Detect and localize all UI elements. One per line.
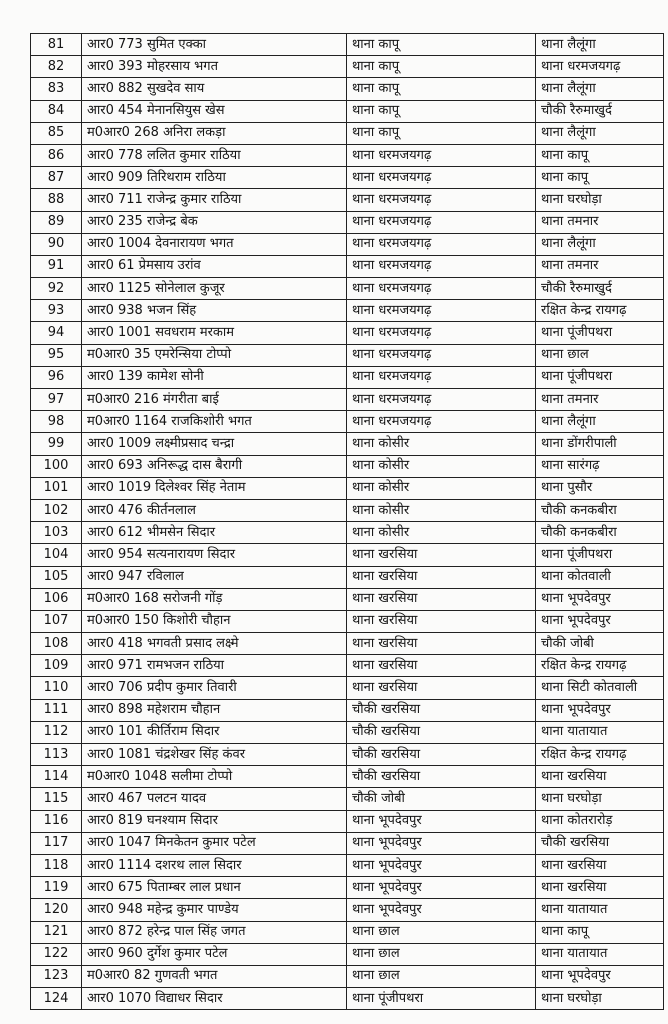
table-row [31,854,664,876]
serial-number-cell: 89 [31,211,82,233]
table-row [31,122,664,144]
table-row [31,544,664,566]
serial-number-cell: 124 [31,988,82,1010]
from-station-cell: चौकी खरसिया [347,721,536,743]
table-row [31,921,664,943]
serial-number-cell: 95 [31,344,82,366]
from-station-cell: चौकी खरसिया [347,699,536,721]
transfer-table [30,33,664,1010]
from-station-cell: चौकी खरसिया [347,744,536,766]
name-cell: आर0 706 प्रदीप कुमार तिवारी [82,677,347,699]
name-cell: आर0 1081 चंद्रशेखर सिंह कंवर [82,744,347,766]
serial-number-cell: 81 [31,34,82,56]
table-row [31,566,664,588]
from-station-cell: थाना कापू [347,34,536,56]
serial-number-cell: 113 [31,744,82,766]
table-row [31,832,664,854]
table-row [31,389,664,411]
serial-number-cell: 91 [31,255,82,277]
table-row [31,588,664,610]
name-cell: आर0 954 सत्यनारायण सिदार [82,544,347,566]
name-cell: आर0 971 रामभजन राठिया [82,655,347,677]
serial-number-cell: 96 [31,366,82,388]
table-row [31,322,664,344]
from-station-cell: थाना भूपदेवपुर [347,899,536,921]
serial-number-cell: 93 [31,300,82,322]
name-cell: आर0 139 कामेश सोनी [82,366,347,388]
name-cell: आर0 1001 सवधराम मरकाम [82,322,347,344]
serial-number-cell: 114 [31,766,82,788]
serial-number-cell: 104 [31,544,82,566]
serial-number-cell: 92 [31,278,82,300]
to-station-cell: थाना घरघोड़ा [536,988,664,1010]
serial-number-cell: 101 [31,477,82,499]
to-station-cell: रक्षित केन्द्र रायगढ़ [536,744,664,766]
from-station-cell: थाना धरमजयगढ़ [347,167,536,189]
table-row [31,255,664,277]
serial-number-cell: 103 [31,522,82,544]
from-station-cell: थाना खरसिया [347,544,536,566]
serial-number-cell: 115 [31,788,82,810]
serial-number-cell: 123 [31,965,82,987]
serial-number-cell: 122 [31,943,82,965]
name-cell: आर0 1019 दिलेश्वर सिंह नेताम [82,477,347,499]
serial-number-cell: 111 [31,699,82,721]
name-cell: आर0 909 तिरिथराम राठिया [82,167,347,189]
table-row [31,899,664,921]
serial-number-cell: 85 [31,122,82,144]
to-station-cell: थाना पूंजीपथरा [536,366,664,388]
to-station-cell: थाना घरघोड़ा [536,189,664,211]
to-station-cell: थाना कापू [536,144,664,166]
to-station-cell: थाना कापू [536,167,664,189]
from-station-cell: थाना कापू [347,56,536,78]
to-station-cell: थाना पुसौर [536,477,664,499]
table-row [31,477,664,499]
from-station-cell: थाना कापू [347,100,536,122]
to-station-cell: चौकी रैरुमाखुर्द [536,278,664,300]
from-station-cell: थाना खरसिया [347,655,536,677]
to-station-cell: थाना कापू [536,921,664,943]
name-cell: आर0 1125 सोनेलाल कुजूर [82,278,347,300]
name-cell: आर0 476 कीर्तनलाल [82,499,347,521]
serial-number-cell: 107 [31,610,82,632]
from-station-cell: थाना पूंजीपथरा [347,988,536,1010]
from-station-cell: थाना धरमजयगढ़ [347,255,536,277]
from-station-cell: थाना धरमजयगढ़ [347,389,536,411]
to-station-cell: थाना सिटी कोतवाली [536,677,664,699]
table-row [31,167,664,189]
from-station-cell: थाना छाल [347,943,536,965]
name-cell: म0आर0 82 गुणवती भगत [82,965,347,987]
from-station-cell: थाना कोसीर [347,433,536,455]
serial-number-cell: 105 [31,566,82,588]
table-row [31,522,664,544]
name-cell: म0आर0 1048 सलीमा टोप्पो [82,766,347,788]
from-station-cell: थाना भूपदेवपुर [347,877,536,899]
name-cell: आर0 101 कीर्तिराम सिदार [82,721,347,743]
from-station-cell: थाना छाल [347,921,536,943]
table-row [31,300,664,322]
serial-number-cell: 97 [31,389,82,411]
table-row [31,189,664,211]
to-station-cell: चौकी कनकबीरा [536,522,664,544]
serial-number-cell: 88 [31,189,82,211]
from-station-cell: थाना कोसीर [347,455,536,477]
from-station-cell: थाना धरमजयगढ़ [347,411,536,433]
serial-number-cell: 121 [31,921,82,943]
to-station-cell: थाना घरघोड़ा [536,788,664,810]
to-station-cell: थाना तमनार [536,389,664,411]
name-cell: आर0 418 भगवती प्रसाद लक्ष्मे [82,633,347,655]
name-cell: आर0 1070 विद्याधर सिदार [82,988,347,1010]
name-cell: आर0 947 रविलाल [82,566,347,588]
table-row [31,943,664,965]
to-station-cell: चौकी रैरुमाखुर्द [536,100,664,122]
table-row [31,411,664,433]
serial-number-cell: 109 [31,655,82,677]
name-cell: आर0 778 ललित कुमार राठिया [82,144,347,166]
serial-number-cell: 112 [31,721,82,743]
name-cell: म0आर0 216 मंगरीता बाई [82,389,347,411]
serial-number-cell: 83 [31,78,82,100]
name-cell: म0आर0 1164 राजकिशोरी भगत [82,411,347,433]
serial-number-cell: 100 [31,455,82,477]
table-row [31,699,664,721]
table-row [31,278,664,300]
to-station-cell: थाना यातायात [536,943,664,965]
to-station-cell: चौकी खरसिया [536,832,664,854]
to-station-cell: थाना भूपदेवपुर [536,610,664,632]
from-station-cell: थाना कोसीर [347,522,536,544]
to-station-cell: थाना यातायात [536,721,664,743]
to-station-cell: थाना कोतवाली [536,566,664,588]
to-station-cell: थाना धरमजयगढ़ [536,56,664,78]
name-cell: आर0 819 घनश्याम सिदार [82,810,347,832]
table-row [31,211,664,233]
table-row [31,988,664,1010]
name-cell: आर0 235 राजेन्द्र बेक [82,211,347,233]
to-station-cell: चौकी जोबी [536,633,664,655]
table-row [31,744,664,766]
from-station-cell: थाना धरमजयगढ़ [347,278,536,300]
from-station-cell: थाना खरसिया [347,588,536,610]
to-station-cell: थाना यातायात [536,899,664,921]
from-station-cell: थाना कापू [347,78,536,100]
from-station-cell: थाना भूपदेवपुर [347,832,536,854]
table-row [31,677,664,699]
from-station-cell: थाना छाल [347,965,536,987]
from-station-cell: थाना भूपदेवपुर [347,854,536,876]
name-cell: आर0 872 हरेन्द्र पाल सिंह जगत [82,921,347,943]
serial-number-cell: 87 [31,167,82,189]
table-row [31,965,664,987]
from-station-cell: थाना भूपदेवपुर [347,810,536,832]
serial-number-cell: 90 [31,233,82,255]
serial-number-cell: 118 [31,854,82,876]
name-cell: म0आर0 35 एमरेन्सिया टोप्पो [82,344,347,366]
from-station-cell: थाना धरमजयगढ़ [347,300,536,322]
from-station-cell: थाना कोसीर [347,477,536,499]
name-cell: आर0 773 सुमित एक्का [82,34,347,56]
table-row [31,144,664,166]
from-station-cell: चौकी खरसिया [347,766,536,788]
to-station-cell: थाना लैलूंगा [536,78,664,100]
from-station-cell: थाना धरमजयगढ़ [347,322,536,344]
from-station-cell: थाना खरसिया [347,610,536,632]
from-station-cell: थाना खरसिया [347,566,536,588]
from-station-cell: चौकी जोबी [347,788,536,810]
serial-number-cell: 116 [31,810,82,832]
table-row [31,610,664,632]
to-station-cell: थाना भूपदेवपुर [536,588,664,610]
to-station-cell: थाना सारंगढ़ [536,455,664,477]
from-station-cell: थाना धरमजयगढ़ [347,233,536,255]
table-row [31,766,664,788]
to-station-cell: थाना भूपदेवपुर [536,965,664,987]
name-cell: आर0 1114 दशरथ लाल सिदार [82,854,347,876]
to-station-cell: थाना खरसिया [536,877,664,899]
to-station-cell: थाना भूपदेवपुर [536,699,664,721]
from-station-cell: थाना धरमजयगढ़ [347,344,536,366]
from-station-cell: थाना धरमजयगढ़ [347,366,536,388]
table-row [31,433,664,455]
table-row [31,877,664,899]
table-row [31,721,664,743]
name-cell: आर0 1047 मिनकेतन कुमार पटेल [82,832,347,854]
name-cell: म0आर0 150 किशोरी चौहान [82,610,347,632]
from-station-cell: थाना कापू [347,122,536,144]
table-row [31,633,664,655]
to-station-cell: थाना डोंगरीपाली [536,433,664,455]
serial-number-cell: 94 [31,322,82,344]
name-cell: आर0 948 महेन्द्र कुमार पाण्डेय [82,899,347,921]
serial-number-cell: 108 [31,633,82,655]
table-row [31,100,664,122]
from-station-cell: थाना कोसीर [347,499,536,521]
serial-number-cell: 82 [31,56,82,78]
name-cell: आर0 612 भीमसेन सिदार [82,522,347,544]
to-station-cell: थाना लैलूंगा [536,233,664,255]
serial-number-cell: 98 [31,411,82,433]
table-row [31,56,664,78]
table-row [31,788,664,810]
name-cell: आर0 882 सुखदेव साय [82,78,347,100]
table-row [31,344,664,366]
serial-number-cell: 106 [31,588,82,610]
table-row [31,810,664,832]
serial-number-cell: 84 [31,100,82,122]
name-cell: म0आर0 168 सरोजनी गोंड़ [82,588,347,610]
from-station-cell: थाना खरसिया [347,677,536,699]
name-cell: आर0 938 भजन सिंह [82,300,347,322]
from-station-cell: थाना धरमजयगढ़ [347,189,536,211]
table-row [31,455,664,477]
to-station-cell: चौकी कनकबीरा [536,499,664,521]
to-station-cell: थाना तमनार [536,255,664,277]
from-station-cell: थाना धरमजयगढ़ [347,211,536,233]
serial-number-cell: 119 [31,877,82,899]
serial-number-cell: 99 [31,433,82,455]
table-row [31,78,664,100]
serial-number-cell: 86 [31,144,82,166]
name-cell: म0आर0 268 अनिरा लकड़ा [82,122,347,144]
name-cell: आर0 693 अनिरूद्ध दास बैरागी [82,455,347,477]
to-station-cell: थाना लैलूंगा [536,34,664,56]
table-row [31,499,664,521]
to-station-cell: थाना छाल [536,344,664,366]
from-station-cell: थाना खरसिया [347,633,536,655]
name-cell: आर0 454 मेनानसियुस खेस [82,100,347,122]
to-station-cell: थाना लैलूंगा [536,411,664,433]
name-cell: आर0 960 दुर्गेश कुमार पटेल [82,943,347,965]
to-station-cell: थाना तमनार [536,211,664,233]
name-cell: आर0 898 महेशराम चौहान [82,699,347,721]
table-row [31,233,664,255]
to-station-cell: रक्षित केन्द्र रायगढ़ [536,300,664,322]
to-station-cell: थाना पूंजीपथरा [536,322,664,344]
name-cell: आर0 393 मोहरसाय भगत [82,56,347,78]
to-station-cell: थाना खरसिया [536,766,664,788]
serial-number-cell: 110 [31,677,82,699]
to-station-cell: थाना खरसिया [536,854,664,876]
table-row [31,34,664,56]
to-station-cell: थाना लैलूंगा [536,122,664,144]
name-cell: आर0 467 पलटन यादव [82,788,347,810]
table-row [31,655,664,677]
serial-number-cell: 120 [31,899,82,921]
name-cell: आर0 1009 लक्ष्मीप्रसाद चन्द्रा [82,433,347,455]
to-station-cell: थाना पूंजीपथरा [536,544,664,566]
name-cell: आर0 1004 देवनारायण भगत [82,233,347,255]
name-cell: आर0 675 पिताम्बर लाल प्रधान [82,877,347,899]
to-station-cell: रक्षित केन्द्र रायगढ़ [536,655,664,677]
table-row [31,366,664,388]
name-cell: आर0 711 राजेन्द्र कुमार राठिया [82,189,347,211]
serial-number-cell: 117 [31,832,82,854]
transfer-table-body [31,34,664,1010]
from-station-cell: थाना धरमजयगढ़ [347,144,536,166]
serial-number-cell: 102 [31,499,82,521]
to-station-cell: थाना कोतरारोड़ [536,810,664,832]
name-cell: आर0 61 प्रेमसाय उरांव [82,255,347,277]
